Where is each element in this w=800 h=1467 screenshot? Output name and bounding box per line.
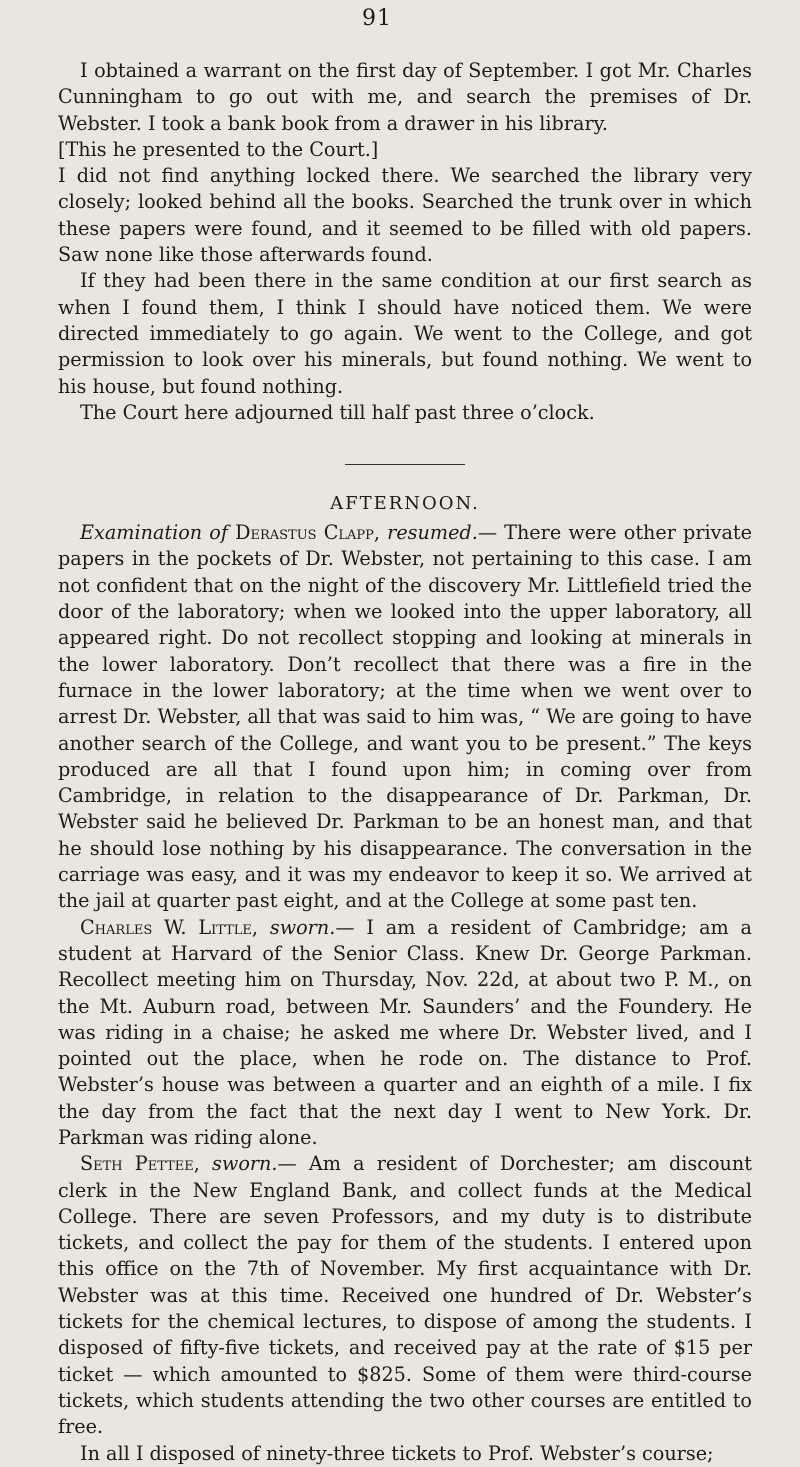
witness-status-clapp: resumed. (387, 521, 478, 545)
page-number: 91 (362, 6, 392, 31)
paragraph-adjournment: The Court here adjourned till half past three o’clock. (80, 400, 595, 424)
paragraph-little-testimony (58, 915, 752, 1152)
examination-lead: Examination of (80, 521, 228, 545)
paragraph-ticket-total: In all I disposed of ninety-three tickets to Prof. Webster’s course; (80, 1441, 714, 1465)
paragraph-warrant: I obtained a warrant on the first day of September. I got Mr. Charles Cunningham to go out with me, and search the premises of Dr. Webster. I took a bank book from a drawer in his library. (58, 59, 752, 135)
paragraph-pettee-testimony (58, 1151, 752, 1440)
section-divider (345, 464, 465, 465)
witness-status-little: sworn. (269, 915, 336, 939)
witness-name-clapp: Derastus Clapp, (235, 521, 381, 545)
witness-name-pettee: Seth Pettee, (80, 1152, 200, 1176)
page-text (58, 58, 752, 1467)
witness-status-pettee: sworn. (212, 1152, 278, 1176)
testimony-pettee: — Am a resident of Dorchester; am discount clerk in the New England Bank, and collect funds at the Medical College. There are seven Professors, and my duty is to distribute tickets, and collect the pay for them of the students. I entered upon this office on the 7th of November. My first acquaintance with Dr. Webster was at this time. Received one hundred of Dr. Webster’s tickets for the chemical lectures, to dispose of among the students. I disposed of fifty-five tickets, and received pay at the rate of $15 per ticket — which amounted to $825. Some of them were third-course tickets, which students attending the two other courses are entitled to free. (58, 1152, 752, 1439)
testimony-clapp: — There were other private papers in the pockets of Dr. Webster, not pertaining to this case. I am not confident that on the night of the discovery Mr. Littlefield tried the door of the laboratory; when we looked into the upper laboratory, all appeared right. Do not recollect stopping and looking at minerals in the lower laboratory. Don’t recollect that there was a fire in the furnace in the lower laboratory; at the time when we went over to arrest Dr. Webster, all that was said to him was, “ We are going to have another search of the College, and want you to be present.” The keys produced are all that I found upon him; in coming over from Cambridge, in relation to the disappearance of Dr. Parkman, Dr. Webster said he believed Dr. Parkman to be an honest man, and that he should lose nothing by his disappearance. The conversation in the carriage was easy, and it was my endeavor to keep it so. We arrived at the jail at quarter past eight, and at the College at some past ten. (58, 521, 752, 913)
testimony-little: — I am a resident of Cambridge; am a student at Harvard of the Senior Class. Knew Dr. George Parkman. Recollect meeting him on Thursday, Nov. 22d, at about two P. M., on the Mt. Auburn road, between Mr. Saunders’ and the Foundery. He was riding in a chaise; he asked me where Dr. Webster lived, and I pointed out the place, when he rode on. The distance to Prof. Webster’s house was between a quarter and an eighth of a mile. I fix the day from the fact that the next day I went to New York. Dr. Parkman was riding alone. (58, 915, 752, 1149)
paragraph-first-search: If they had been there in the same condition at our first search as when I found them, I think I should have noticed them. We were directed immediately to go again. We went to the College, and got permission to look over his minerals, but found nothing. We went to his house, but found nothing. (58, 269, 752, 398)
section-heading-afternoon: AFTERNOON. (330, 493, 480, 515)
paragraph-library-search: I did not find anything locked there. We searched the library very closely; looked behind all the books. Searched the trunk over in which these papers were found, and it seemed to be filled with old papers. Saw none like those afterwards found. (58, 164, 752, 267)
paragraph-court-note: [This he presented to the Court.] (58, 137, 379, 161)
paragraph-clapp-examination (58, 520, 752, 914)
witness-name-little: Charles W. Little, (80, 915, 259, 939)
